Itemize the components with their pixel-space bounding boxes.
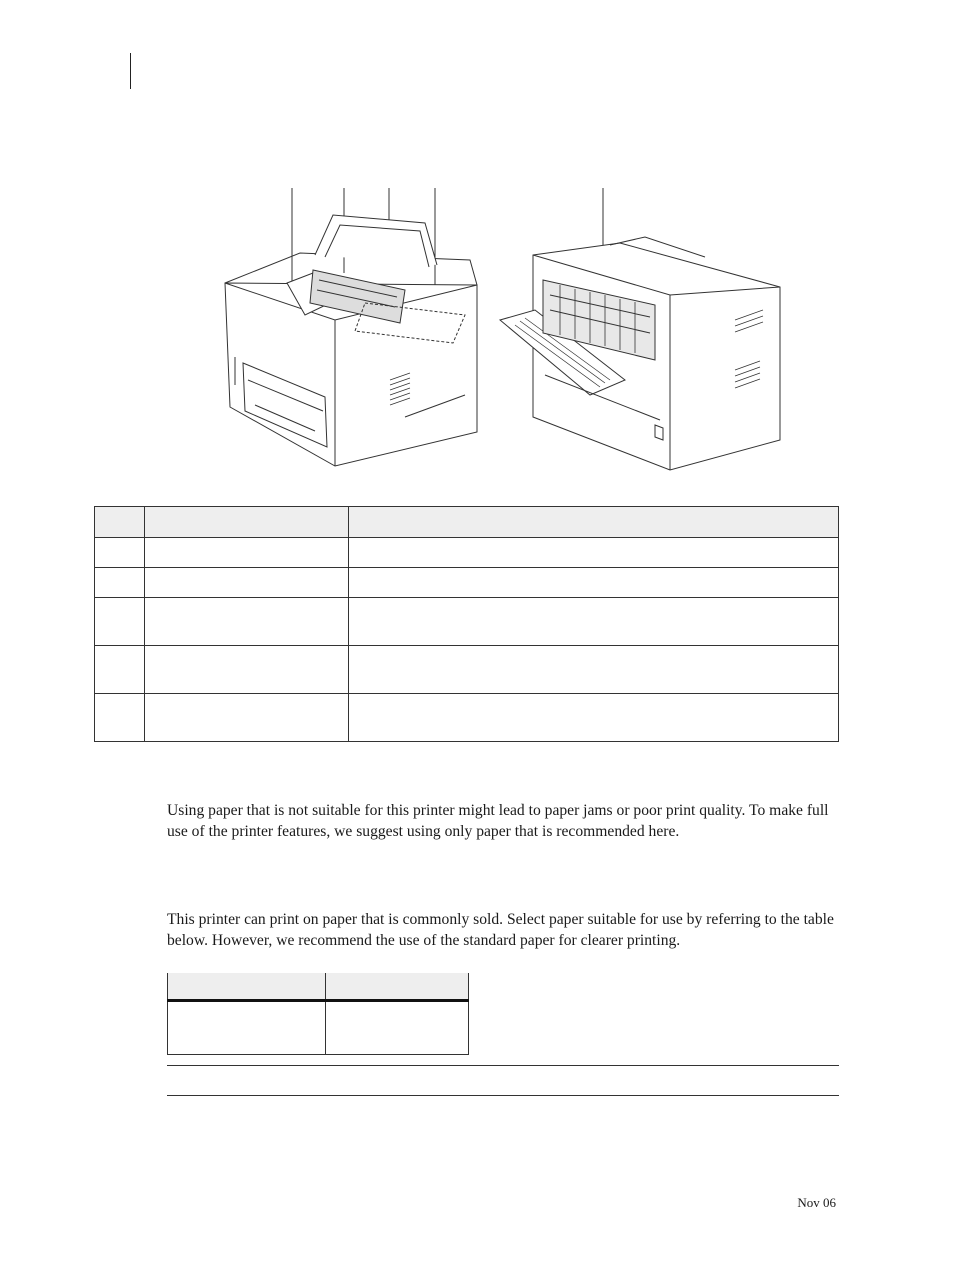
footer-date: Nov 06 [797,1195,836,1210]
note-top-rule [167,1065,839,1066]
parts-cell-number [95,538,145,568]
paper-table-header-row [168,973,469,1001]
parts-table [94,506,839,742]
printer-illustration [215,185,795,475]
parts-cell-number [95,646,145,694]
parts-cell-name [145,646,349,694]
table-row [95,646,839,694]
parts-cell-name [145,568,349,598]
paper-header-col-2 [326,973,469,1001]
printer-rear-view [500,237,780,470]
parts-cell-description [349,646,839,694]
parts-cell-description [349,598,839,646]
parts-cell-number [95,694,145,742]
paper-header-col-1 [168,973,326,1001]
parts-cell-description [349,538,839,568]
parts-cell-description [349,694,839,742]
parts-header-description [349,507,839,538]
standard-paper-paragraph: This printer can print on paper that is commonly sold. Select paper suitable for use by referring to the table below. However, we recommend the use of the standard paper for clearer printing. [167,911,834,949]
parts-header-name [145,507,349,538]
parts-cell-name [145,598,349,646]
table-row [95,538,839,568]
table-row [95,694,839,742]
table-row [95,568,839,598]
paper-table [167,973,469,1055]
margin-rule [130,53,131,89]
parts-table-header-row [95,507,839,538]
paper-cell [326,1001,469,1055]
table-row [95,598,839,646]
printer-figure [215,185,795,475]
printer-front-view [225,215,477,466]
usable-paper-paragraph: Using paper that is not suitable for this printer might lead to paper jams or poor print quality. To make full use of the printer features, we suggest using only paper that is recommended here. [167,802,829,840]
parts-cell-name [145,538,349,568]
parts-cell-number [95,568,145,598]
parts-cell-number [95,598,145,646]
paper-cell [168,1001,326,1055]
parts-cell-description [349,568,839,598]
parts-cell-name [145,694,349,742]
parts-header-number [95,507,145,538]
table-row [168,1001,469,1055]
note-bottom-rule [167,1095,839,1096]
